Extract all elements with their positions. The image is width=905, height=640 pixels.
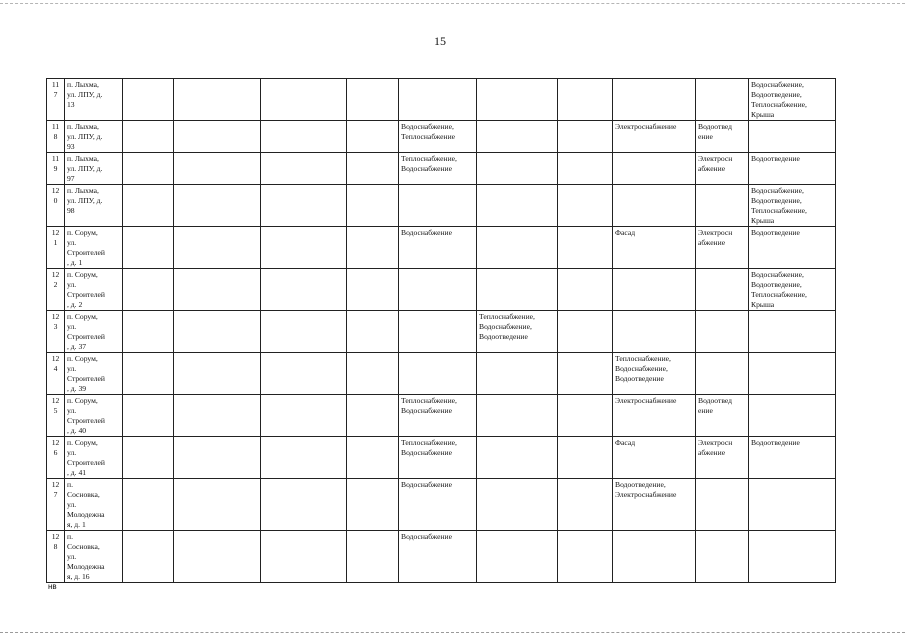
table-row (47, 79, 836, 121)
data-cell (558, 269, 613, 311)
data-cell (696, 227, 749, 269)
cell-text: Водоснабжение (401, 532, 452, 541)
address-cell (65, 395, 123, 437)
data-cell (174, 437, 261, 479)
data-cell (558, 185, 613, 227)
row-number-cell (47, 395, 65, 437)
data-cell (123, 153, 174, 185)
data-cell (613, 311, 696, 353)
table-row (47, 227, 836, 269)
data-cell (696, 121, 749, 153)
data-cell (749, 353, 836, 395)
address-cell (65, 121, 123, 153)
footer-mark: нв (48, 582, 57, 591)
cell-text: Водоотведение (751, 438, 800, 447)
data-cell (696, 311, 749, 353)
data-cell (613, 395, 696, 437)
data-cell (261, 395, 347, 437)
data-cell (477, 227, 558, 269)
data-cell (749, 153, 836, 185)
table-row (47, 269, 836, 311)
data-cell (399, 531, 477, 583)
row-number: 12 8 (51, 532, 60, 551)
cell-text: Электросн абжение (698, 438, 733, 457)
data-cell (123, 479, 174, 531)
data-cell (613, 185, 696, 227)
data-cell (399, 121, 477, 153)
row-number: 11 9 (51, 154, 60, 173)
data-cell (347, 185, 399, 227)
data-cell (749, 479, 836, 531)
data-cell (696, 479, 749, 531)
repair-schedule-table (46, 78, 836, 583)
data-cell (399, 269, 477, 311)
data-cell (347, 479, 399, 531)
data-cell (399, 311, 477, 353)
data-cell (477, 395, 558, 437)
address-cell (65, 479, 123, 531)
data-cell (399, 79, 477, 121)
cell-text: Водоснабжение, Водоотведение, Теплоснабжение, Крыша (751, 186, 807, 225)
data-cell (477, 121, 558, 153)
data-cell (399, 185, 477, 227)
row-number: 12 7 (51, 480, 60, 499)
cell-text: Электросн абжение (698, 228, 733, 247)
data-cell (613, 227, 696, 269)
cell-text: Теплоснабжение, Водоснабжение (401, 438, 457, 457)
data-cell (749, 121, 836, 153)
data-cell (261, 479, 347, 531)
top-scan-border (0, 3, 905, 4)
cell-text: Теплоснабжение, Водоснабжение (401, 154, 457, 173)
data-cell (696, 395, 749, 437)
data-cell (477, 353, 558, 395)
data-cell (558, 227, 613, 269)
data-cell (347, 437, 399, 479)
data-cell (696, 269, 749, 311)
cell-text: Водоотвед ение (698, 122, 732, 141)
row-number-cell (47, 311, 65, 353)
cell-text: Теплоснабжение, Водоснабжение (401, 396, 457, 415)
data-cell (261, 121, 347, 153)
table-row (47, 395, 836, 437)
data-cell (558, 437, 613, 479)
data-cell (749, 269, 836, 311)
data-cell (123, 121, 174, 153)
data-cell (347, 395, 399, 437)
data-cell (477, 437, 558, 479)
data-cell (123, 269, 174, 311)
data-cell (347, 311, 399, 353)
data-cell (696, 353, 749, 395)
row-number-cell (47, 153, 65, 185)
data-cell (399, 437, 477, 479)
address-text: п. Сосновка, ул. Молодежна я, д. 16 (67, 532, 105, 581)
data-cell (123, 395, 174, 437)
data-cell (174, 185, 261, 227)
data-cell (174, 79, 261, 121)
cell-text: Водоотведение (751, 154, 800, 163)
cell-text: Водоотведение (751, 228, 800, 237)
table-row (47, 531, 836, 583)
cell-text: Электросн абжение (698, 154, 733, 173)
data-cell (174, 395, 261, 437)
data-cell (613, 531, 696, 583)
data-cell (174, 227, 261, 269)
address-text: п. Лыхма, ул. ЛПУ, д. 97 (67, 154, 103, 183)
data-cell (613, 437, 696, 479)
row-number: 12 2 (51, 270, 60, 289)
data-cell (558, 79, 613, 121)
data-cell (399, 479, 477, 531)
row-number-cell (47, 437, 65, 479)
data-cell (613, 269, 696, 311)
data-cell (749, 395, 836, 437)
data-cell (696, 79, 749, 121)
data-cell (749, 437, 836, 479)
data-cell (123, 531, 174, 583)
cell-text: Водоснабжение, Теплоснабжение (401, 122, 456, 141)
row-number: 12 0 (51, 186, 60, 205)
data-cell (174, 153, 261, 185)
data-cell (347, 153, 399, 185)
data-cell (558, 153, 613, 185)
data-cell (613, 353, 696, 395)
data-cell (558, 395, 613, 437)
table-row (47, 353, 836, 395)
data-cell (347, 531, 399, 583)
cell-text: Электроснабжение (615, 122, 677, 131)
data-cell (749, 185, 836, 227)
address-cell (65, 153, 123, 185)
address-cell (65, 185, 123, 227)
data-cell (174, 269, 261, 311)
data-cell (613, 479, 696, 531)
data-cell (261, 227, 347, 269)
address-cell (65, 227, 123, 269)
data-cell (261, 269, 347, 311)
table-row (47, 437, 836, 479)
data-cell (477, 269, 558, 311)
address-cell (65, 79, 123, 121)
address-text: п. Лыхма, ул. ЛПУ, д. 98 (67, 186, 103, 215)
data-cell (749, 227, 836, 269)
cell-text: Теплоснабжение, Водоснабжение, Водоотведение (479, 312, 535, 341)
data-cell (174, 479, 261, 531)
data-cell (174, 311, 261, 353)
row-number: 12 1 (51, 228, 60, 247)
data-cell (399, 227, 477, 269)
data-cell (749, 79, 836, 121)
address-cell (65, 437, 123, 479)
cell-text: Водоснабжение (401, 480, 452, 489)
data-cell (477, 311, 558, 353)
data-cell (347, 269, 399, 311)
data-cell (558, 479, 613, 531)
data-cell (477, 153, 558, 185)
data-cell (261, 353, 347, 395)
address-text: п. Лыхма, ул. ЛПУ, д. 13 (67, 80, 103, 109)
data-cell (261, 185, 347, 227)
data-cell (749, 531, 836, 583)
row-number-cell (47, 479, 65, 531)
row-number-cell (47, 227, 65, 269)
data-cell (123, 227, 174, 269)
data-cell (174, 353, 261, 395)
page-number: 15 (434, 34, 446, 48)
data-cell (696, 437, 749, 479)
address-cell (65, 311, 123, 353)
table-row (47, 311, 836, 353)
table-row (47, 479, 836, 531)
data-cell (347, 121, 399, 153)
data-cell (613, 79, 696, 121)
address-text: п. Сорум, ул. Строителей , д. 1 (67, 228, 105, 267)
data-cell (696, 531, 749, 583)
row-number-cell (47, 185, 65, 227)
address-cell (65, 353, 123, 395)
data-cell (347, 227, 399, 269)
address-cell (65, 531, 123, 583)
cell-text: Теплоснабжение, Водоснабжение, Водоотведение (615, 354, 671, 383)
address-text: п. Сосновка, ул. Молодежна я, д. 1 (67, 480, 105, 529)
address-text: п. Сорум, ул. Строителей , д. 40 (67, 396, 105, 435)
row-number-cell (47, 269, 65, 311)
data-cell (558, 311, 613, 353)
address-text: п. Сорум, ул. Строителей , д. 37 (67, 312, 105, 351)
data-cell (749, 311, 836, 353)
row-number-cell (47, 121, 65, 153)
data-cell (613, 153, 696, 185)
data-cell (261, 311, 347, 353)
data-cell (613, 121, 696, 153)
cell-text: Водоотведение, Электроснабжение (615, 480, 677, 499)
data-cell (123, 185, 174, 227)
data-cell (261, 153, 347, 185)
data-cell (123, 79, 174, 121)
table-row (47, 121, 836, 153)
address-text: п. Сорум, ул. Строителей , д. 39 (67, 354, 105, 393)
data-cell (477, 185, 558, 227)
data-cell (347, 353, 399, 395)
row-number: 11 8 (51, 122, 60, 141)
data-cell (347, 79, 399, 121)
row-number: 12 6 (51, 438, 60, 457)
data-cell (174, 121, 261, 153)
address-text: п. Сорум, ул. Строителей , д. 41 (67, 438, 105, 477)
row-number-cell (47, 353, 65, 395)
data-cell (558, 121, 613, 153)
cell-text: Электроснабжение (615, 396, 677, 405)
cell-text: Водоснабжение, Водоотведение, Теплоснабжение, Крыша (751, 270, 807, 309)
table-row (47, 185, 836, 227)
data-cell (477, 531, 558, 583)
cell-text: Водоотвед ение (698, 396, 732, 415)
cell-text: Водоснабжение, Водоотведение, Теплоснабжение, Крыша (751, 80, 807, 119)
data-cell (558, 353, 613, 395)
data-cell (123, 437, 174, 479)
row-number: 12 5 (51, 396, 60, 415)
data-cell (174, 531, 261, 583)
bottom-scan-border (0, 632, 905, 633)
row-number-cell (47, 531, 65, 583)
data-cell (261, 531, 347, 583)
table-row (47, 153, 836, 185)
address-text: п. Лыхма, ул. ЛПУ, д. 93 (67, 122, 103, 151)
data-cell (261, 79, 347, 121)
data-cell (399, 395, 477, 437)
data-cell (696, 153, 749, 185)
data-cell (477, 479, 558, 531)
data-cell (261, 437, 347, 479)
row-number: 12 3 (51, 312, 60, 331)
data-cell (399, 353, 477, 395)
cell-text: Водоснабжение (401, 228, 452, 237)
address-text: п. Сорум, ул. Строителей , д. 2 (67, 270, 105, 309)
row-number-cell (47, 79, 65, 121)
data-cell (123, 353, 174, 395)
cell-text: Фасад (615, 438, 636, 447)
data-cell (558, 531, 613, 583)
data-cell (477, 79, 558, 121)
address-cell (65, 269, 123, 311)
data-cell (399, 153, 477, 185)
data-cell (696, 185, 749, 227)
row-number: 12 4 (51, 354, 60, 373)
row-number: 11 7 (51, 80, 60, 99)
cell-text: Фасад (615, 228, 636, 237)
data-cell (123, 311, 174, 353)
